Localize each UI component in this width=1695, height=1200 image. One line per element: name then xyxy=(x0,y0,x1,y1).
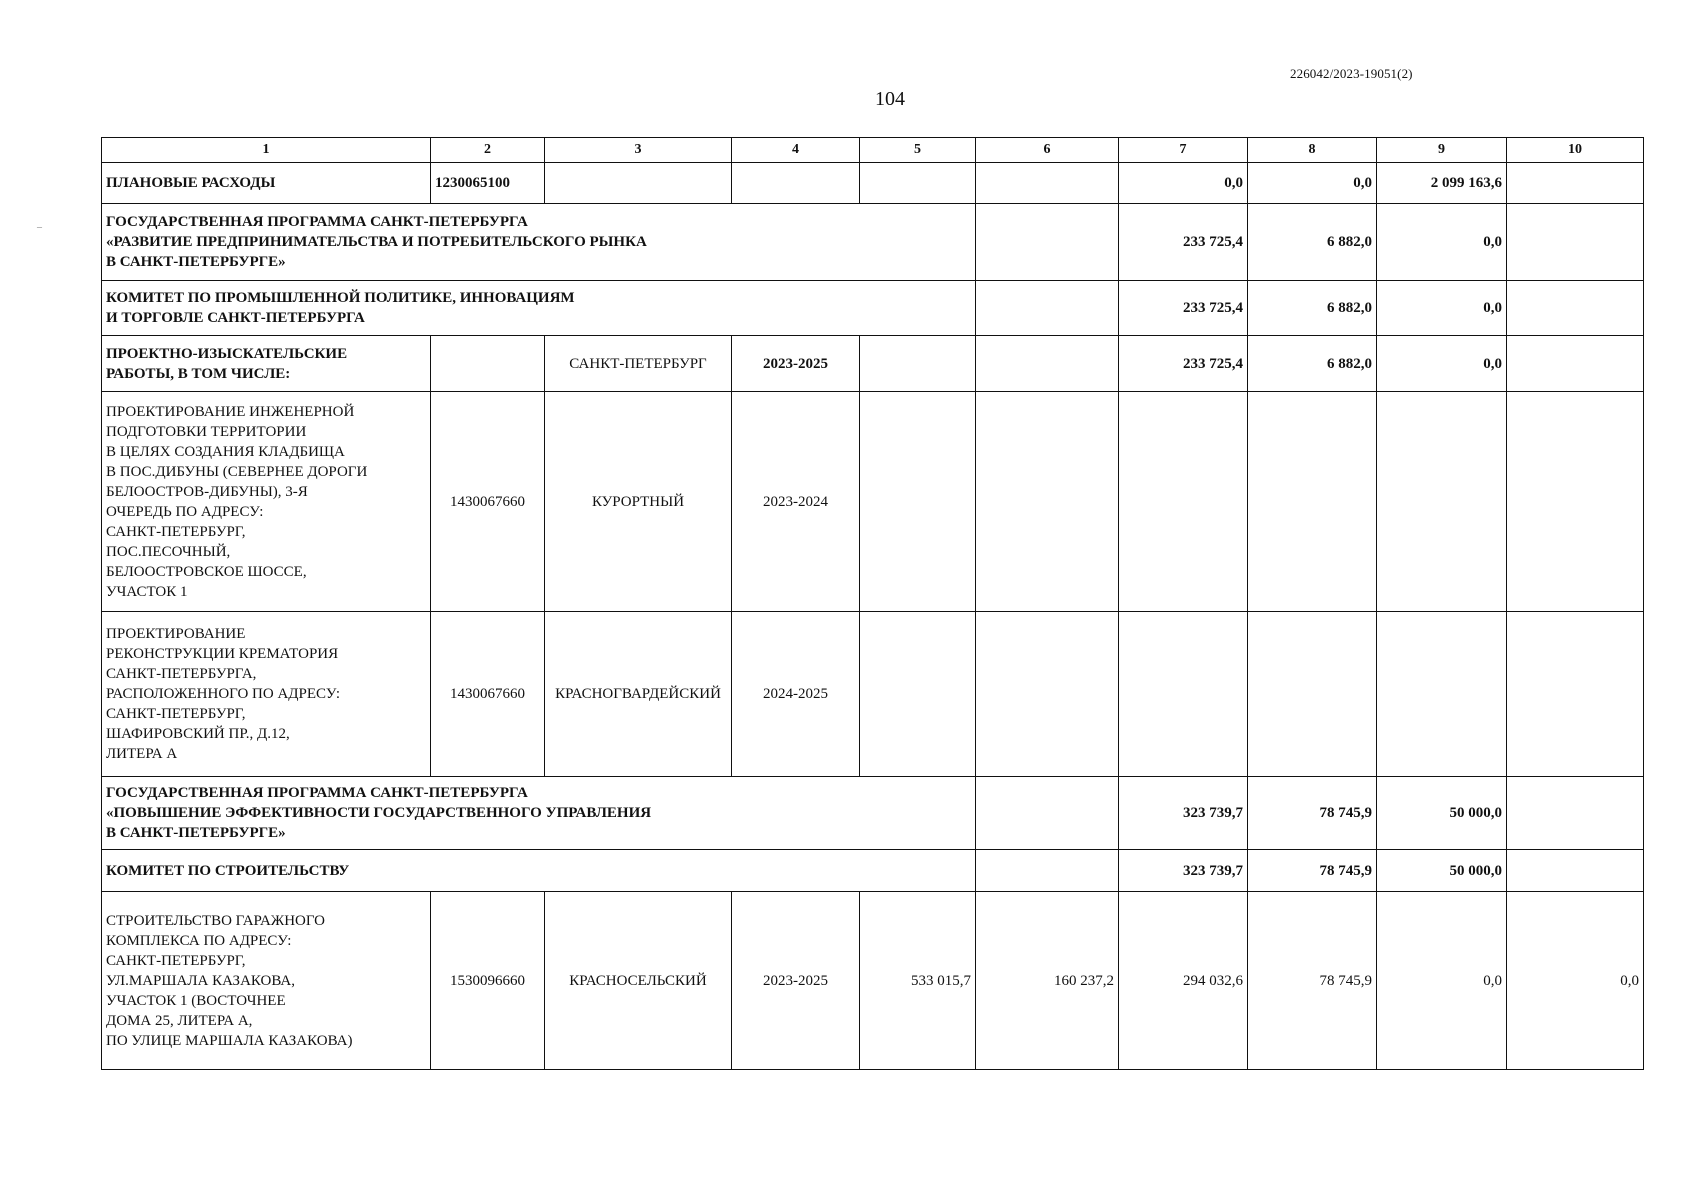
budget-code: 1530096660 xyxy=(431,892,545,1070)
district: КРАСНОСЕЛЬСКИЙ xyxy=(545,892,732,1070)
empty-cell xyxy=(860,612,976,777)
empty-cell xyxy=(976,163,1119,204)
amount-col9: 0,0 xyxy=(1377,892,1507,1070)
document-number: 226042/2023-19051(2) xyxy=(1290,66,1413,81)
program-title: ГОСУДАРСТВЕННАЯ ПРОГРАММА САНКТ-ПЕТЕРБУРГА «РАЗВИТИЕ ПРЕДПРИНИМАТЕЛЬСТВА И ПОТРЕБИТЕЛЬСКОГО РЫНКА В САНКТ-ПЕТЕРБУРГЕ» xyxy=(102,204,976,281)
budget-code: 1230065100 xyxy=(431,163,545,204)
empty-cell xyxy=(976,777,1119,850)
period: 2023-2025 xyxy=(732,892,860,1070)
column-header: 8 xyxy=(1248,138,1377,163)
empty-cell xyxy=(1377,612,1507,777)
column-number-header-row xyxy=(102,138,1644,163)
empty-cell xyxy=(1248,612,1377,777)
amount-col8: 78 745,9 xyxy=(1248,777,1377,850)
amount-col10: 0,0 xyxy=(1507,892,1644,1070)
empty-cell xyxy=(1507,281,1644,336)
empty-cell xyxy=(1248,392,1377,612)
amount-col6: 160 237,2 xyxy=(976,892,1119,1070)
amount-col8: 78 745,9 xyxy=(1248,892,1377,1070)
empty-cell xyxy=(1119,612,1248,777)
table-row xyxy=(102,281,1644,336)
period: 2024-2025 xyxy=(732,612,860,777)
amount-col9: 2 099 163,6 xyxy=(1377,163,1507,204)
row-title: ПРОЕКТНО-ИЗЫСКАТЕЛЬСКИЕ РАБОТЫ, В ТОМ ЧИСЛЕ: xyxy=(102,336,431,392)
row-title: СТРОИТЕЛЬСТВО ГАРАЖНОГО КОМПЛЕКСА ПО АДРЕСУ: САНКТ-ПЕТЕРБУРГ, УЛ.МАРШАЛА КАЗАКОВА, УЧАСТОК 1 (ВОСТОЧНЕЕ ДОМА 25, ЛИТЕРА А, ПО УЛИЦЕ МАРШАЛА КАЗАКОВА) xyxy=(102,892,431,1070)
empty-cell xyxy=(431,336,545,392)
empty-cell xyxy=(860,336,976,392)
table-row xyxy=(102,392,1644,612)
program-title: ГОСУДАРСТВЕННАЯ ПРОГРАММА САНКТ-ПЕТЕРБУРГА «ПОВЫШЕНИЕ ЭФФЕКТИВНОСТИ ГОСУДАРСТВЕННОГО УПРАВЛЕНИЯ В САНКТ-ПЕТЕРБУРГЕ» xyxy=(102,777,976,850)
column-header: 7 xyxy=(1119,138,1248,163)
empty-cell xyxy=(976,850,1119,892)
period: 2023-2024 xyxy=(732,392,860,612)
period: 2023-2025 xyxy=(732,336,860,392)
column-header: 9 xyxy=(1377,138,1507,163)
empty-cell xyxy=(1507,777,1644,850)
amount-col8: 6 882,0 xyxy=(1248,204,1377,281)
column-header: 1 xyxy=(102,138,431,163)
empty-cell xyxy=(1507,336,1644,392)
column-header: 6 xyxy=(976,138,1119,163)
amount-col7: 233 725,4 xyxy=(1119,204,1248,281)
empty-cell xyxy=(1507,612,1644,777)
column-header: 3 xyxy=(545,138,732,163)
table-row xyxy=(102,850,1644,892)
amount-col7: 323 739,7 xyxy=(1119,777,1248,850)
column-header: 5 xyxy=(860,138,976,163)
column-header: 10 xyxy=(1507,138,1644,163)
empty-cell xyxy=(976,281,1119,336)
table-row xyxy=(102,163,1644,204)
amount-col8: 0,0 xyxy=(1248,163,1377,204)
budget-code: 1430067660 xyxy=(431,612,545,777)
table-row xyxy=(102,336,1644,392)
committee-title: КОМИТЕТ ПО СТРОИТЕЛЬСТВУ xyxy=(102,850,976,892)
empty-cell xyxy=(1507,392,1644,612)
empty-cell xyxy=(545,163,732,204)
scan-mark: – xyxy=(37,222,42,233)
empty-cell xyxy=(976,612,1119,777)
amount-col7: 233 725,4 xyxy=(1119,281,1248,336)
district: КРАСНОГВАРДЕЙСКИЙ xyxy=(545,612,732,777)
amount-col8: 6 882,0 xyxy=(1248,281,1377,336)
table-row xyxy=(102,612,1644,777)
empty-cell xyxy=(1507,204,1644,281)
empty-cell xyxy=(1119,392,1248,612)
amount-col7: 0,0 xyxy=(1119,163,1248,204)
table-row xyxy=(102,777,1644,850)
amount-col9: 0,0 xyxy=(1377,281,1507,336)
empty-cell xyxy=(860,392,976,612)
budget-table xyxy=(101,137,1644,1070)
empty-cell xyxy=(1507,850,1644,892)
column-header: 2 xyxy=(431,138,545,163)
district: САНКТ-ПЕТЕРБУРГ xyxy=(545,336,732,392)
amount-col5: 533 015,7 xyxy=(860,892,976,1070)
budget-code: 1430067660 xyxy=(431,392,545,612)
amount-col7: 323 739,7 xyxy=(1119,850,1248,892)
amount-col9: 0,0 xyxy=(1377,204,1507,281)
row-title: ПРОЕКТИРОВАНИЕ ИНЖЕНЕРНОЙ ПОДГОТОВКИ ТЕРРИТОРИИ В ЦЕЛЯХ СОЗДАНИЯ КЛАДБИЩА В ПОС.ДИБУНЫ (СЕВЕРНЕЕ ДОРОГИ БЕЛООСТРОВ-ДИБУНЫ), 3-Я ОЧЕРЕДЬ ПО АДРЕСУ: САНКТ-ПЕТЕРБУРГ, ПОС.ПЕСОЧНЫЙ, БЕЛООСТРОВСКОЕ ШОССЕ, УЧАСТОК 1 xyxy=(102,392,431,612)
page-number: 104 xyxy=(875,88,905,110)
amount-col7: 233 725,4 xyxy=(1119,336,1248,392)
empty-cell xyxy=(1377,392,1507,612)
row-title: ПРОЕКТИРОВАНИЕ РЕКОНСТРУКЦИИ КРЕМАТОРИЯ САНКТ-ПЕТЕРБУРГА, РАСПОЛОЖЕННОГО ПО АДРЕСУ: САНКТ-ПЕТЕРБУРГ, ШАФИРОВСКИЙ ПР., Д.12, ЛИТЕРА А xyxy=(102,612,431,777)
amount-col9: 0,0 xyxy=(1377,336,1507,392)
amount-col8: 78 745,9 xyxy=(1248,850,1377,892)
amount-col9: 50 000,0 xyxy=(1377,850,1507,892)
amount-col8: 6 882,0 xyxy=(1248,336,1377,392)
amount-col7: 294 032,6 xyxy=(1119,892,1248,1070)
district: КУРОРТНЫЙ xyxy=(545,392,732,612)
empty-cell xyxy=(976,204,1119,281)
amount-col9: 50 000,0 xyxy=(1377,777,1507,850)
empty-cell xyxy=(976,392,1119,612)
empty-cell xyxy=(976,336,1119,392)
empty-cell xyxy=(1507,163,1644,204)
empty-cell xyxy=(732,163,860,204)
column-header: 4 xyxy=(732,138,860,163)
empty-cell xyxy=(860,163,976,204)
table-row xyxy=(102,204,1644,281)
table-row xyxy=(102,892,1644,1070)
row-title: ПЛАНОВЫЕ РАСХОДЫ xyxy=(102,163,431,204)
committee-title: КОМИТЕТ ПО ПРОМЫШЛЕННОЙ ПОЛИТИКЕ, ИННОВАЦИЯМ И ТОРГОВЛЕ САНКТ-ПЕТЕРБУРГА xyxy=(102,281,976,336)
